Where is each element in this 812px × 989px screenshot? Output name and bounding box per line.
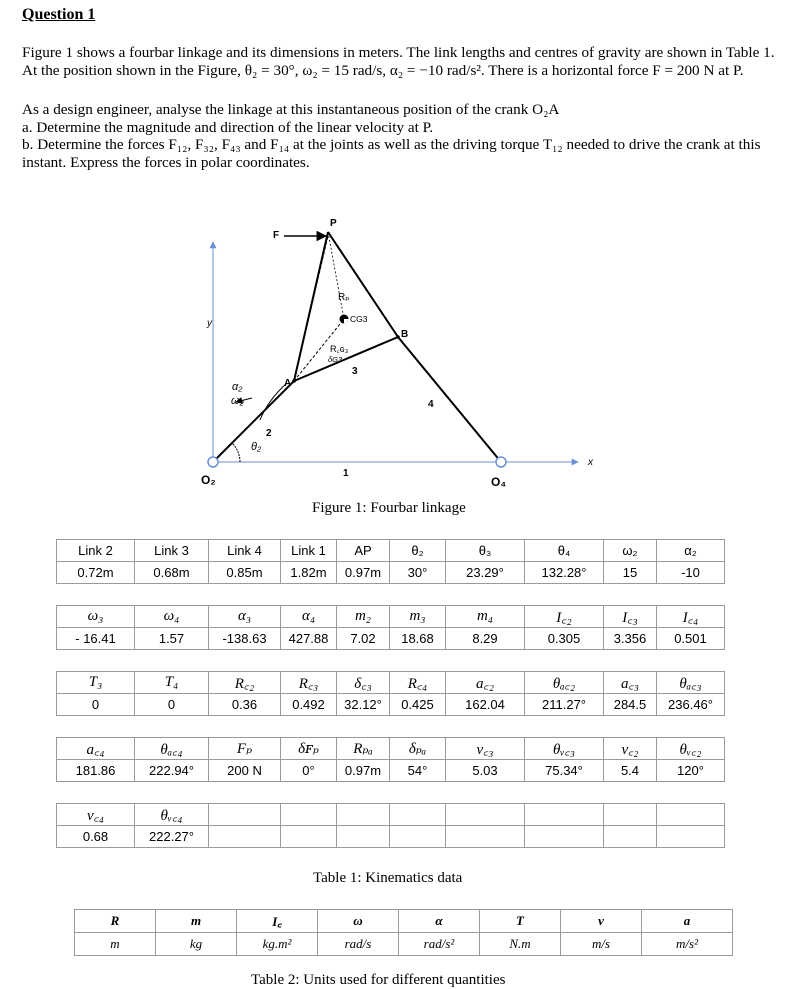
table-cell: 0 [135, 694, 209, 716]
table-row [57, 760, 725, 782]
table-cell: v꜀₃ [446, 738, 525, 760]
joint-b [396, 335, 400, 339]
task-a: a. Determine the magnitude and direction of the linear velocity at P. [22, 118, 434, 136]
table-cell: Link 2 [57, 540, 135, 562]
table-row [57, 738, 725, 760]
units-header-cell: a [642, 910, 733, 933]
units-cell: kg [156, 933, 237, 956]
units-header-row [75, 910, 733, 933]
table-cell: T₄ [135, 672, 209, 694]
table-cell: - 16.41 [57, 628, 135, 650]
table-cell [390, 826, 446, 848]
table-row [57, 540, 725, 562]
table-cell: -138.63 [209, 628, 281, 650]
table-cell: m₂ [337, 606, 390, 628]
label-omega2: ω₂ [231, 395, 244, 407]
units-header-cell: R [75, 910, 156, 933]
table-cell: 200 N [209, 760, 281, 782]
table-cell: AP [337, 540, 390, 562]
table-cell: 0.97m [337, 760, 390, 782]
table-cell: Fₚ [209, 738, 281, 760]
table-cell: 5.4 [604, 760, 657, 782]
table-cell [657, 804, 725, 826]
table2-caption: Table 2: Units used for different quantities [251, 972, 506, 988]
units-header-cell: I꜀ [237, 910, 318, 933]
table-cell [446, 804, 525, 826]
table-cell [525, 826, 604, 848]
table-cell [209, 826, 281, 848]
units-value-row [75, 933, 733, 956]
table-cell: v꜀₂ [604, 738, 657, 760]
label-link1: 1 [343, 468, 349, 479]
table1-caption: Table 1: Kinematics data [313, 870, 463, 886]
table-cell: α₃ [209, 606, 281, 628]
table-cell [209, 804, 281, 826]
table-cell [525, 804, 604, 826]
table-cell: a꜀₃ [604, 672, 657, 694]
table-cell: 54° [390, 760, 446, 782]
units-cell: m [75, 933, 156, 956]
table-cell: 120° [657, 760, 725, 782]
table-cell: 8.29 [446, 628, 525, 650]
units-cell: N.m [480, 933, 561, 956]
units-cell: m/s² [642, 933, 733, 956]
label-o4: O₄ [491, 475, 507, 489]
units-header-cell: ω [318, 910, 399, 933]
units-header-cell: T [480, 910, 561, 933]
label-delta-g3: δG3 [328, 355, 343, 364]
table-cell: α₄ [281, 606, 337, 628]
task-intro: As a design engineer, analyse the linkage at this instantaneous position of the crank O₂A [22, 101, 560, 118]
table-spacer-row [57, 650, 725, 672]
units-cell: rad/s [318, 933, 399, 956]
table-cell: 222.94° [135, 760, 209, 782]
units-header-cell: m [156, 910, 237, 933]
table-spacer-row [57, 584, 725, 606]
table-cell: 0.68 [57, 826, 135, 848]
table-cell [281, 804, 337, 826]
table-cell [390, 804, 446, 826]
question-heading: Question 1 [22, 6, 96, 23]
table-cell: θₐ꜀₄ [135, 738, 209, 760]
label-cg3: CG3 [350, 314, 368, 324]
table-cell: 7.02 [337, 628, 390, 650]
label-a: A [284, 378, 292, 389]
table-cell: 0.492 [281, 694, 337, 716]
table-cell: ω₄ [135, 606, 209, 628]
table-cell: Rₚₐ [337, 738, 390, 760]
table-cell: θₐ꜀₂ [525, 672, 604, 694]
table-cell: 211.27° [525, 694, 604, 716]
label-rcg3: R꜀ɢ₃ [330, 344, 349, 354]
pivot-o2 [208, 457, 218, 467]
cg3-marker-quarter [344, 319, 349, 324]
problem-statement: Figure 1 shows a fourbar linkage and its dimensions in meters. The link lengths and centres of gravity are shown in Table 1. At the position shown in the Figure, θ₂ = 30°, ω₂ = 15 rad/s, α₂ = −10 rad/s². There is a horizontal force F = 200 N at P. [22, 44, 775, 79]
table-cell: a꜀₂ [446, 672, 525, 694]
table-spacer-row [57, 716, 725, 738]
table-cell: 284.5 [604, 694, 657, 716]
units-cell: m/s [561, 933, 642, 956]
label-link3: 3 [352, 366, 358, 377]
kinematics-table [56, 539, 725, 848]
table-cell: 0 [57, 694, 135, 716]
table-cell: 222.27° [135, 826, 209, 848]
table-row [57, 694, 725, 716]
units-table [74, 909, 733, 956]
table-cell: m₃ [390, 606, 446, 628]
table-cell: a꜀₄ [57, 738, 135, 760]
table-cell: 132.28° [525, 562, 604, 584]
label-b: B [401, 329, 409, 340]
table-cell: 15 [604, 562, 657, 584]
table-cell: 0° [281, 760, 337, 782]
label-y: y [207, 318, 212, 329]
table-cell: 427.88 [281, 628, 337, 650]
table-cell: 3.356 [604, 628, 657, 650]
table-cell: T₃ [57, 672, 135, 694]
table-cell: 18.68 [390, 628, 446, 650]
table-row [57, 628, 725, 650]
table-row [57, 606, 725, 628]
table-row [57, 562, 725, 584]
table-cell: 0.501 [657, 628, 725, 650]
table-cell: θₐ꜀₃ [657, 672, 725, 694]
table-cell: ω₂ [604, 540, 657, 562]
table-row [57, 826, 725, 848]
table-cell: θᵥ꜀₃ [525, 738, 604, 760]
table-cell: R꜀₄ [390, 672, 446, 694]
table-cell: m₄ [446, 606, 525, 628]
table-cell: 0.72m [57, 562, 135, 584]
table-cell: -10 [657, 562, 725, 584]
label-f: F [273, 230, 280, 241]
table-cell [657, 826, 725, 848]
table-spacer-row [57, 782, 725, 804]
table-cell: 1.82m [281, 562, 337, 584]
figure-caption: Figure 1: Fourbar linkage [312, 500, 466, 516]
table-row [57, 804, 725, 826]
table-cell [604, 826, 657, 848]
table-cell [337, 826, 390, 848]
table-cell: 1.57 [135, 628, 209, 650]
joint-a [292, 379, 296, 383]
table-cell: 162.04 [446, 694, 525, 716]
table-cell: θᵥ꜀₂ [657, 738, 725, 760]
units-cell: rad/s² [399, 933, 480, 956]
table-cell: θ₂ [390, 540, 446, 562]
table-cell: θᵥ꜀₄ [135, 804, 209, 826]
table-cell: θ₃ [446, 540, 525, 562]
table-cell: 0.68m [135, 562, 209, 584]
table-cell: θ₄ [525, 540, 604, 562]
table-cell: 0.85m [209, 562, 281, 584]
label-link2: 2 [266, 428, 272, 439]
table-cell: δꜰₚ [281, 738, 337, 760]
label-o2: O₂ [201, 473, 216, 487]
table-cell: 30° [390, 562, 446, 584]
units-cell: kg.m² [237, 933, 318, 956]
label-x: x [588, 457, 593, 468]
table-cell: I꜀₄ [657, 606, 725, 628]
table-row [57, 672, 725, 694]
table-cell: α₂ [657, 540, 725, 562]
label-rp: Rₚ [338, 292, 350, 303]
table-cell: ω₃ [57, 606, 135, 628]
table-cell [446, 826, 525, 848]
table-cell: 181.86 [57, 760, 135, 782]
table-cell: R꜀₂ [209, 672, 281, 694]
label-link4: 4 [428, 399, 434, 410]
task-b: b. Determine the forces F₁₂, F₃₂, F₄₃ and F₁₄ at the joints as well as the driving torque T₁₂ needed to drive the crank at this instant. Express the forces in polar coordinates. [22, 136, 761, 171]
table-cell: 32.12° [337, 694, 390, 716]
table-cell: R꜀₃ [281, 672, 337, 694]
label-p: P [330, 218, 337, 229]
label-theta2: θ₂ [251, 441, 262, 453]
table-cell [337, 804, 390, 826]
units-header-cell: α [399, 910, 480, 933]
table-cell: δₚₐ [390, 738, 446, 760]
table-cell: δ꜀₃ [337, 672, 390, 694]
units-header-cell: v [561, 910, 642, 933]
table-cell: Link 4 [209, 540, 281, 562]
table-cell: 5.03 [446, 760, 525, 782]
table-cell: 0.97m [337, 562, 390, 584]
table-cell: Link 3 [135, 540, 209, 562]
table-cell: v꜀₄ [57, 804, 135, 826]
pivot-o4 [496, 457, 506, 467]
table-cell: 23.29° [446, 562, 525, 584]
table-cell: 0.36 [209, 694, 281, 716]
theta2-arc [232, 443, 240, 462]
table-cell [604, 804, 657, 826]
table-cell: 236.46° [657, 694, 725, 716]
table-cell: Link 1 [281, 540, 337, 562]
table-cell: 0.425 [390, 694, 446, 716]
table-cell: 0.305 [525, 628, 604, 650]
table-cell: I꜀₂ [525, 606, 604, 628]
table-cell: I꜀₃ [604, 606, 657, 628]
table-cell [281, 826, 337, 848]
table-cell: 75.34° [525, 760, 604, 782]
link-4 [398, 337, 501, 462]
label-alpha2: α₂ [232, 381, 243, 393]
